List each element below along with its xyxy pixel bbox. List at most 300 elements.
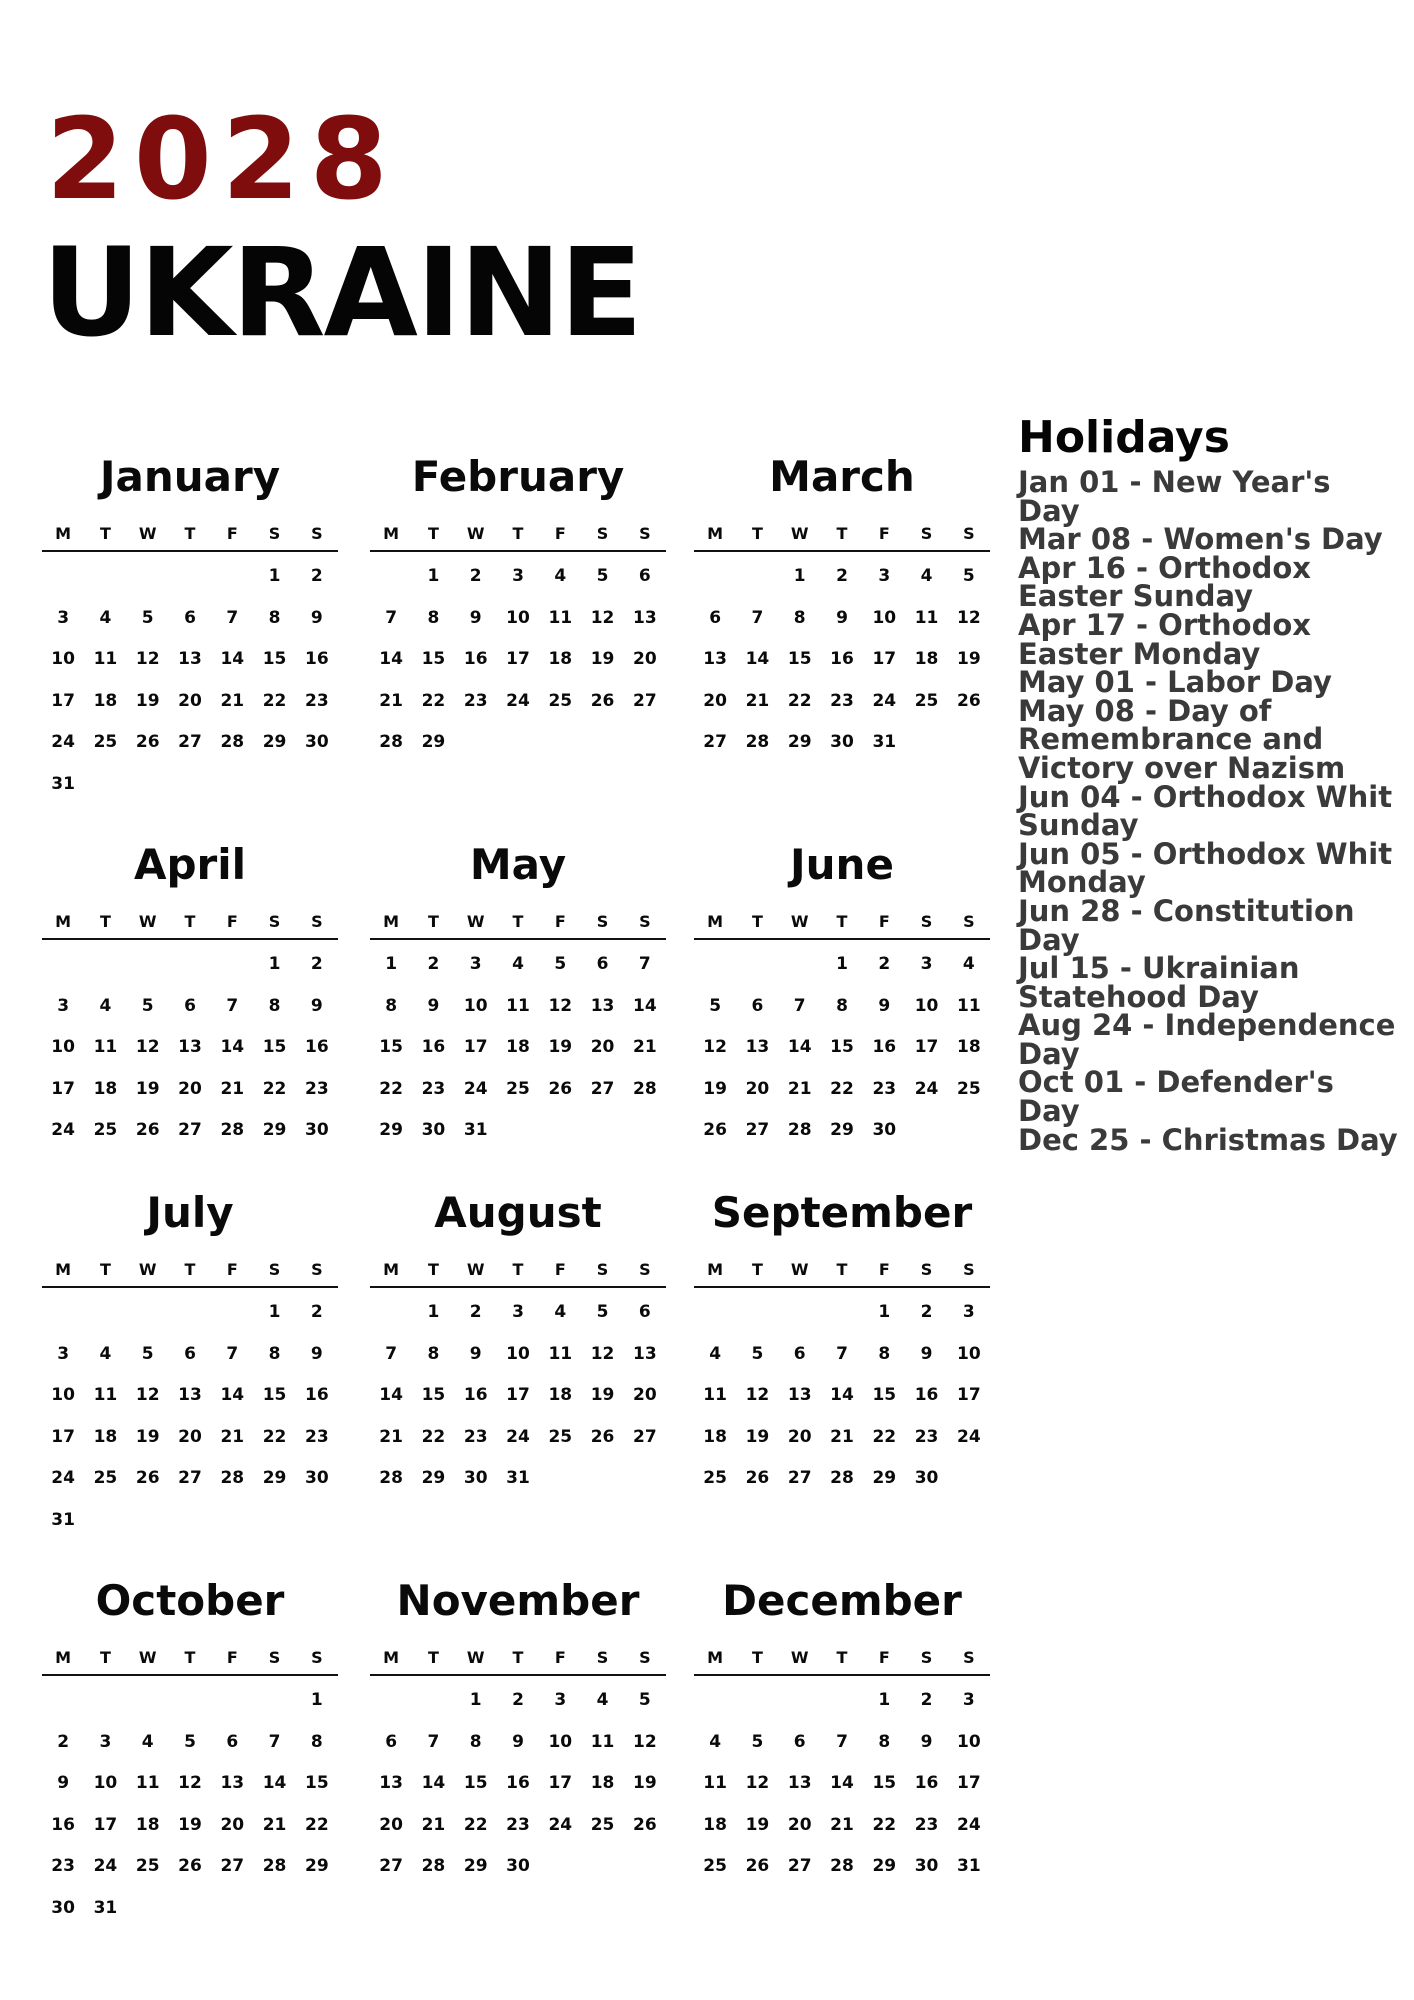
day-cell: 5 [596,566,609,586]
day-cell: 4 [920,566,933,586]
weekday-label: S [963,912,975,931]
day-cell: 13 [745,1037,770,1057]
country-title: UKRAINE [42,222,641,364]
day-cell: 3 [57,995,70,1016]
day-cell: 19 [745,1814,770,1835]
day-cell: 29 [305,1856,329,1876]
weekday-label: T [836,1260,848,1279]
day-cell: 3 [512,566,524,586]
month-name: February [411,452,625,501]
empty-cell [821,1292,863,1334]
month-june [694,838,990,1152]
day-cell: 12 [745,1385,770,1405]
day-cell: 18 [548,1385,573,1405]
holiday-item: Jan 01 - New Year's Day [1018,465,1331,528]
day-cell: 18 [590,1773,615,1793]
day-cell: 19 [135,1078,160,1099]
weekday-label: W [466,1648,485,1667]
weekday-label: W [466,524,485,543]
day-cell: 19 [957,649,981,669]
weekday-label: M [707,524,724,543]
day-cell: 12 [745,1773,770,1793]
day-cell: 21 [220,1078,245,1099]
day-cell: 28 [830,1856,854,1876]
day-cell: 4 [554,1302,567,1322]
holiday-list [1018,465,1398,1157]
weekday-label: W [138,524,157,543]
day-cell: 27 [178,732,202,752]
day-cell: 26 [548,1078,573,1099]
day-cell: 21 [379,1426,403,1447]
day-cell: 14 [220,1037,245,1057]
day-cell: 26 [957,690,981,711]
month-name: July [146,1188,234,1237]
day-cell: 16 [463,1385,488,1405]
day-cell: 5 [638,1690,651,1710]
day-cell: 13 [703,649,727,669]
day-cell: 22 [872,1426,897,1447]
day-cell: 6 [793,1731,806,1752]
day-cell: 24 [914,1078,939,1099]
day-cell: 5 [141,1343,154,1364]
weekday-label: S [311,1260,323,1279]
weekday-label: S [311,912,323,931]
day-cell: 8 [385,995,398,1016]
day-cell: 7 [427,1731,440,1752]
weekday-header [42,910,338,940]
day-cell: 12 [135,1037,160,1057]
day-cell: 11 [914,607,939,628]
day-cell: 21 [830,1814,854,1835]
day-cell: 8 [793,607,806,628]
day-cell: 31 [872,732,897,752]
day-cell: 27 [633,690,657,711]
day-cell: 31 [957,1856,981,1876]
day-cell: 29 [463,1856,488,1876]
day-cell: 18 [914,649,939,669]
day-cell: 26 [178,1856,202,1876]
day-cell: 3 [920,954,933,974]
day-cell: 7 [793,995,806,1016]
holiday-item: Aug 24 - Independence Day [1018,1008,1396,1071]
day-cell: 4 [596,1690,609,1710]
day-cell: 2 [310,954,323,974]
day-cell: 21 [633,1037,657,1057]
day-cell: 11 [506,995,530,1016]
day-cell: 11 [548,607,573,628]
weekday-label: S [311,524,323,543]
day-cell: 1 [427,566,440,586]
day-cell: 9 [512,1731,524,1752]
day-cell: 31 [51,773,75,794]
day-cell: 3 [57,1343,70,1364]
day-cell: 23 [914,1814,939,1835]
weekday-label: F [554,524,566,543]
day-cell: 23 [463,690,488,711]
weekday-label: M [707,1260,724,1279]
month-november [370,1574,666,1888]
day-cell: 28 [830,1468,854,1488]
day-cell: 3 [99,1731,112,1752]
day-cell: 30 [305,732,329,752]
day-cell: 26 [633,1814,657,1835]
weekday-label: T [836,1648,848,1667]
day-cell: 15 [787,649,812,669]
day-cell: 23 [872,1078,897,1099]
holiday-item: Oct 01 - Defender's Day [1018,1065,1334,1129]
day-cell: 7 [836,1731,848,1752]
day-cell: 24 [51,1120,75,1140]
day-cell: 7 [836,1343,848,1364]
day-cell: 31 [506,1468,530,1488]
day-cell: 25 [506,1078,530,1099]
day-cell: 1 [878,1690,891,1710]
weekday-label: S [639,524,651,543]
day-cell: 3 [878,566,891,586]
weekday-label: W [138,1648,157,1667]
day-grid [694,556,990,764]
day-cell: 12 [633,1731,657,1752]
day-cell: 6 [596,954,609,974]
day-cell: 19 [178,1814,202,1835]
day-cell: 22 [379,1078,403,1099]
day-cell: 17 [51,1426,75,1447]
day-cell: 11 [93,1385,118,1405]
day-grid [370,1680,666,1888]
month-name: August [434,1188,602,1237]
weekday-label: T [184,1648,196,1667]
day-cell: 31 [463,1120,488,1140]
day-cell: 30 [305,1120,329,1140]
day-cell: 11 [590,1731,615,1752]
empty-cell [169,944,211,986]
day-cell: 24 [463,1078,488,1099]
day-cell: 9 [836,607,848,628]
day-cell: 23 [506,1814,530,1835]
empty-cell [127,1680,169,1722]
day-grid [370,556,666,764]
day-cell: 28 [220,732,245,752]
day-cell: 26 [135,1120,160,1140]
day-cell: 24 [506,690,530,711]
day-cell: 16 [914,1773,939,1793]
empty-cell [694,944,736,986]
day-cell: 17 [51,1078,75,1099]
day-cell: 6 [184,995,196,1016]
day-cell: 9 [469,607,482,628]
day-cell: 30 [421,1120,446,1140]
day-cell: 6 [638,566,651,586]
empty-cell [779,944,821,986]
day-cell: 5 [141,995,154,1016]
day-cell: 12 [957,607,981,628]
day-cell: 8 [836,995,848,1016]
day-cell: 8 [427,607,440,628]
day-cell: 19 [548,1037,573,1057]
weekday-label: T [184,524,196,543]
weekday-header [42,1258,338,1288]
day-cell: 22 [421,690,446,711]
weekday-header [694,1258,990,1288]
day-cell: 18 [957,1037,981,1057]
day-cell: 28 [262,1856,287,1876]
day-cell: 14 [220,649,245,669]
day-cell: 4 [962,954,975,974]
day-cell: 19 [745,1426,770,1447]
day-cell: 29 [421,732,446,752]
weekday-header [42,1646,338,1676]
day-cell: 22 [787,690,812,711]
weekday-label: M [55,912,72,931]
day-cell: 2 [310,566,323,586]
weekday-label: W [138,912,157,931]
month-january [42,450,338,805]
day-cell: 14 [379,649,403,669]
day-cell: 5 [962,566,975,586]
month-april [42,838,338,1152]
month-october [42,1574,338,1929]
day-cell: 4 [512,954,524,974]
day-cell: 19 [135,690,160,711]
holiday-item: Jun 28 - Constitution Day [1018,893,1355,957]
day-cell: 30 [51,1897,75,1918]
day-cell: 4 [99,607,112,628]
day-cell: 1 [836,954,848,974]
day-cell: 31 [93,1897,118,1918]
day-cell: 22 [463,1814,488,1835]
day-cell: 25 [590,1814,615,1835]
day-cell: 13 [178,649,202,669]
day-cell: 21 [745,690,770,711]
empty-cell [211,556,253,598]
day-cell: 21 [787,1078,812,1099]
day-cell: 30 [305,1468,329,1488]
empty-cell [370,1292,412,1334]
day-cell: 21 [220,690,245,711]
day-cell: 9 [310,607,323,628]
weekday-label: S [596,1648,609,1667]
weekday-label: T [427,1260,439,1279]
day-cell: 11 [703,1773,727,1793]
empty-cell [169,1680,211,1722]
day-cell: 20 [745,1078,770,1099]
day-grid [42,556,338,805]
day-cell: 25 [93,1468,118,1488]
holiday-item: Mar 08 - Women's Day [1018,522,1383,557]
day-cell: 21 [220,1426,245,1447]
day-cell: 14 [379,1385,403,1405]
day-cell: 12 [590,1343,615,1364]
weekday-label: T [99,1260,111,1279]
day-cell: 15 [872,1385,897,1405]
day-cell: 24 [51,732,75,752]
weekday-label: S [963,524,975,543]
day-cell: 25 [548,690,573,711]
month-march [694,450,990,764]
month-name: May [469,840,567,889]
day-cell: 20 [703,690,727,711]
day-cell: 28 [633,1078,657,1099]
day-cell: 5 [751,1731,764,1752]
day-cell: 8 [268,1343,281,1364]
holiday-item: Jun 04 - Orthodox Whit Sunday [1018,779,1393,843]
empty-cell [127,944,169,986]
day-cell: 15 [463,1773,488,1793]
day-cell: 30 [463,1468,488,1488]
day-cell: 7 [385,607,398,628]
day-cell: 17 [93,1814,118,1835]
day-cell: 4 [554,566,567,586]
day-cell: 17 [957,1385,981,1405]
day-cell: 16 [421,1037,446,1057]
day-cell: 6 [709,607,722,628]
day-cell: 20 [633,1385,657,1405]
empty-cell [84,944,126,986]
day-cell: 18 [93,690,118,711]
day-cell: 25 [93,732,118,752]
day-cell: 19 [703,1078,727,1099]
day-cell: 20 [787,1426,812,1447]
day-cell: 13 [220,1773,245,1793]
holiday-item: Apr 16 - Orthodox Easter Sunday [1018,550,1311,614]
day-cell: 2 [469,566,482,586]
month-name: March [769,452,915,501]
weekday-label: F [554,1260,566,1279]
weekday-label: T [751,524,763,543]
weekday-label: T [427,912,439,931]
day-cell: 9 [57,1773,70,1793]
empty-cell [779,1680,821,1722]
day-cell: 17 [506,1385,530,1405]
weekday-label: F [554,912,566,931]
empty-cell [42,944,84,986]
weekday-label: S [920,1260,933,1279]
month-february [370,450,666,764]
day-cell: 28 [220,1120,245,1140]
day-cell: 26 [703,1120,727,1140]
day-cell: 19 [590,1385,615,1405]
day-cell: 23 [305,1078,329,1099]
day-cell: 13 [787,1385,812,1405]
day-cell: 30 [872,1120,897,1140]
day-cell: 3 [962,1302,975,1322]
day-cell: 25 [93,1120,118,1140]
day-cell: 2 [57,1731,70,1752]
weekday-header [370,1258,666,1288]
empty-cell [779,1292,821,1334]
holiday-item: May 08 - Day of Remembrance and Victory over Nazism [1018,693,1346,785]
day-cell: 9 [920,1731,933,1752]
weekday-label: F [554,1648,566,1667]
day-cell: 13 [590,995,615,1016]
weekday-label: W [466,912,485,931]
day-cell: 16 [914,1385,939,1405]
day-cell: 20 [178,690,202,711]
weekday-label: T [512,1648,524,1667]
day-cell: 23 [305,690,329,711]
month-name: September [711,1188,973,1237]
day-cell: 15 [262,1385,287,1405]
day-cell: 11 [93,649,118,669]
day-cell: 17 [914,1037,939,1057]
weekday-label: F [878,1648,890,1667]
day-cell: 17 [957,1773,981,1793]
day-cell: 28 [379,1468,403,1488]
day-cell: 25 [914,690,939,711]
day-cell: 10 [872,607,897,628]
day-cell: 25 [703,1468,727,1488]
empty-cell [370,556,412,598]
day-cell: 2 [512,1690,524,1710]
day-cell: 14 [830,1385,854,1405]
day-cell: 29 [262,1120,287,1140]
day-cell: 25 [135,1856,160,1876]
day-cell: 2 [920,1302,933,1322]
day-cell: 29 [872,1468,897,1488]
weekday-label: S [268,1648,281,1667]
day-cell: 4 [99,995,112,1016]
day-cell: 18 [93,1426,118,1447]
day-cell: 12 [135,649,160,669]
holiday-item: May 01 - Labor Day [1018,665,1332,700]
day-cell: 24 [548,1814,573,1835]
day-cell: 7 [638,954,651,974]
day-cell: 30 [506,1856,530,1876]
weekday-header [694,522,990,552]
weekday-label: T [99,1648,111,1667]
day-cell: 16 [305,1385,329,1405]
empty-cell [412,1680,454,1722]
day-cell: 9 [878,995,891,1016]
empty-cell [211,1292,253,1334]
weekday-label: M [707,912,724,931]
day-cell: 18 [506,1037,530,1057]
empty-cell [84,1292,126,1334]
day-cell: 6 [226,1731,239,1752]
weekday-label: F [226,912,238,931]
day-cell: 1 [878,1302,891,1322]
weekday-label: T [512,524,524,543]
day-cell: 17 [548,1773,573,1793]
day-cell: 3 [512,1302,524,1322]
day-cell: 2 [920,1690,933,1710]
day-cell: 28 [220,1468,245,1488]
day-cell: 11 [548,1343,573,1364]
day-cell: 21 [262,1814,287,1835]
day-cell: 9 [920,1343,933,1364]
day-cell: 28 [745,732,770,752]
day-cell: 2 [836,566,848,586]
day-cell: 20 [633,649,657,669]
day-cell: 5 [596,1302,609,1322]
day-cell: 29 [262,732,287,752]
day-cell: 4 [709,1343,722,1364]
empty-cell [370,1680,412,1722]
day-cell: 15 [262,649,287,669]
day-cell: 18 [135,1814,160,1835]
day-cell: 13 [178,1037,202,1057]
weekday-label: T [427,1648,439,1667]
weekday-label: T [512,1260,524,1279]
day-cell: 24 [51,1468,75,1488]
weekday-label: T [836,524,848,543]
day-cell: 5 [751,1343,764,1364]
day-cell: 29 [872,1856,897,1876]
weekday-label: S [268,524,281,543]
empty-cell [211,1680,253,1722]
day-cell: 14 [262,1773,287,1793]
day-cell: 28 [421,1856,446,1876]
